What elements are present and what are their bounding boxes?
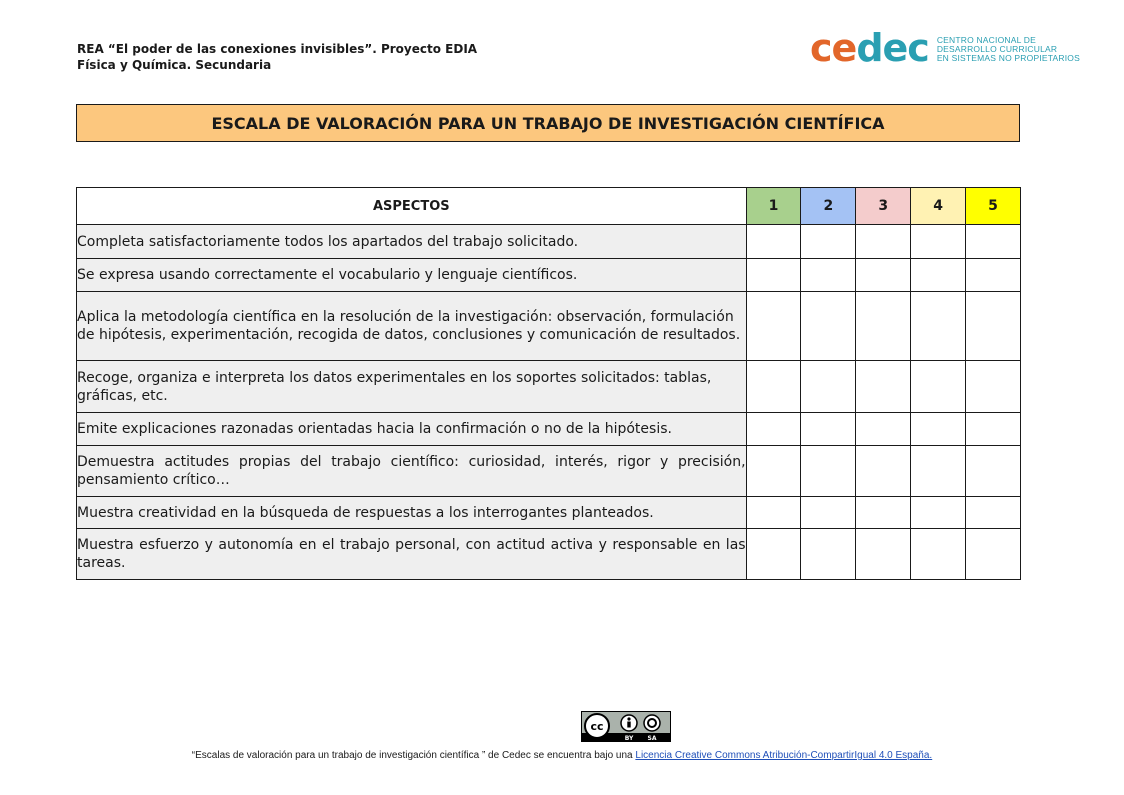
score-cell[interactable]	[856, 361, 911, 413]
cc-by-sa-badge[interactable]	[581, 711, 671, 742]
cedec-logo	[810, 28, 1080, 68]
logo-subtitle	[937, 36, 1080, 63]
table-row	[77, 361, 1021, 413]
aspect-text: Muestra creatividad en la búsqueda de respuestas a los interrogantes planteados.	[77, 497, 747, 529]
score-cell[interactable]	[856, 292, 911, 361]
table-row	[77, 529, 1021, 580]
aspect-text: Demuestra actitudes propias del trabajo científico: curiosidad, interés, rigor y precisión, pensamiento crítico…	[77, 446, 747, 497]
table-row	[77, 292, 1021, 361]
score-header-5: 5	[966, 188, 1021, 225]
license-link[interactable]: Licencia Creative Commons Atribución-CompartirIgual 4.0 España.	[635, 750, 933, 761]
license-notice-text: “Escalas de valoración para un trabajo de investigación científica ” de Cedec se encuentra bajo una	[191, 750, 636, 761]
score-header-4: 4	[911, 188, 966, 225]
aspect-text: Aplica la metodología científica en la resolución de la investigación: observación, formulación de hipótesis, experimentación, recogida de datos, conclusiones y comunicación de resultados.	[77, 292, 747, 361]
score-cell[interactable]	[746, 361, 801, 413]
table-row	[77, 413, 1021, 446]
score-cell[interactable]	[966, 446, 1021, 497]
aspect-text: Completa satisfactoriamente todos los apartados del trabajo solicitado.	[77, 225, 747, 259]
score-cell[interactable]	[801, 413, 856, 446]
aspect-text: Emite explicaciones razonadas orientadas hacia la confirmación o no de la hipótesis.	[77, 413, 747, 446]
header-project-line: REA “El poder de las conexiones invisibles”. Proyecto EDIA	[77, 42, 478, 56]
sa-icon	[644, 715, 660, 731]
score-cell[interactable]	[911, 497, 966, 529]
score-cell[interactable]	[911, 292, 966, 361]
score-cell[interactable]	[966, 361, 1021, 413]
score-cell[interactable]	[801, 259, 856, 292]
score-cell[interactable]	[801, 361, 856, 413]
score-cell[interactable]	[911, 361, 966, 413]
sa-label: SA	[647, 735, 657, 741]
score-cell[interactable]	[911, 446, 966, 497]
aspect-text: Se expresa usando correctamente el vocabulario y lenguaje científicos.	[77, 259, 747, 292]
score-cell[interactable]	[911, 529, 966, 580]
table-row	[77, 446, 1021, 497]
score-cell[interactable]	[801, 529, 856, 580]
score-cell[interactable]	[966, 225, 1021, 259]
score-header-1: 1	[746, 188, 801, 225]
score-cell[interactable]	[856, 529, 911, 580]
aspect-text: Recoge, organiza e interpreta los datos experimentales en los soportes solicitados: tablas, gráficas, etc.	[77, 361, 747, 413]
logo-wordmark	[810, 28, 929, 68]
score-cell[interactable]	[746, 497, 801, 529]
score-cell[interactable]	[856, 446, 911, 497]
score-cell[interactable]	[746, 292, 801, 361]
score-cell[interactable]	[966, 292, 1021, 361]
score-cell[interactable]	[746, 259, 801, 292]
score-cell[interactable]	[966, 259, 1021, 292]
header-subject-line: Física y Química. Secundaria	[77, 58, 272, 72]
score-cell[interactable]	[801, 497, 856, 529]
table-row	[77, 497, 1021, 529]
score-cell[interactable]	[856, 497, 911, 529]
score-cell[interactable]	[746, 446, 801, 497]
logo-sub-line3: EN SISTEMAS NO PROPIETARIOS	[936, 52, 1080, 63]
score-cell[interactable]	[856, 225, 911, 259]
logo-sub-line1: CENTRO NACIONAL DE	[936, 34, 1036, 45]
logo-word-dec: dec	[856, 26, 929, 70]
score-cell[interactable]	[966, 413, 1021, 446]
page-title-text: ESCALA DE VALORACIÓN PARA UN TRABAJO DE INVESTIGACIÓN CIENTÍFICA	[211, 113, 885, 133]
cc-icon-text: cc	[590, 720, 604, 733]
page-title	[76, 104, 1020, 142]
license-notice	[0, 750, 1124, 761]
score-header-2: 2	[801, 188, 856, 225]
aspect-text: Muestra esfuerzo y autonomía en el trabajo personal, con actitud activa y responsable en las tareas.	[77, 529, 747, 580]
score-cell[interactable]	[911, 413, 966, 446]
by-label: BY	[624, 735, 634, 741]
document-header	[77, 41, 477, 73]
score-cell[interactable]	[911, 259, 966, 292]
score-cell[interactable]	[856, 413, 911, 446]
score-cell[interactable]	[801, 292, 856, 361]
score-cell[interactable]	[746, 529, 801, 580]
score-cell[interactable]	[746, 413, 801, 446]
score-cell[interactable]	[966, 497, 1021, 529]
table-row	[77, 259, 1021, 292]
rating-scale-table	[76, 187, 1021, 580]
score-header-3: 3	[856, 188, 911, 225]
score-cell[interactable]	[801, 225, 856, 259]
score-cell[interactable]	[801, 446, 856, 497]
logo-sub-line2: DESARROLLO CURRICULAR	[936, 43, 1058, 54]
score-cell[interactable]	[856, 259, 911, 292]
table-row	[77, 225, 1021, 259]
cc-license-icon	[582, 712, 670, 741]
aspects-column-header: ASPECTOS	[77, 188, 747, 225]
score-cell[interactable]	[746, 225, 801, 259]
logo-word-ce: ce	[810, 26, 857, 70]
score-cell[interactable]	[966, 529, 1021, 580]
table-header-row	[77, 188, 1021, 225]
score-cell[interactable]	[911, 225, 966, 259]
